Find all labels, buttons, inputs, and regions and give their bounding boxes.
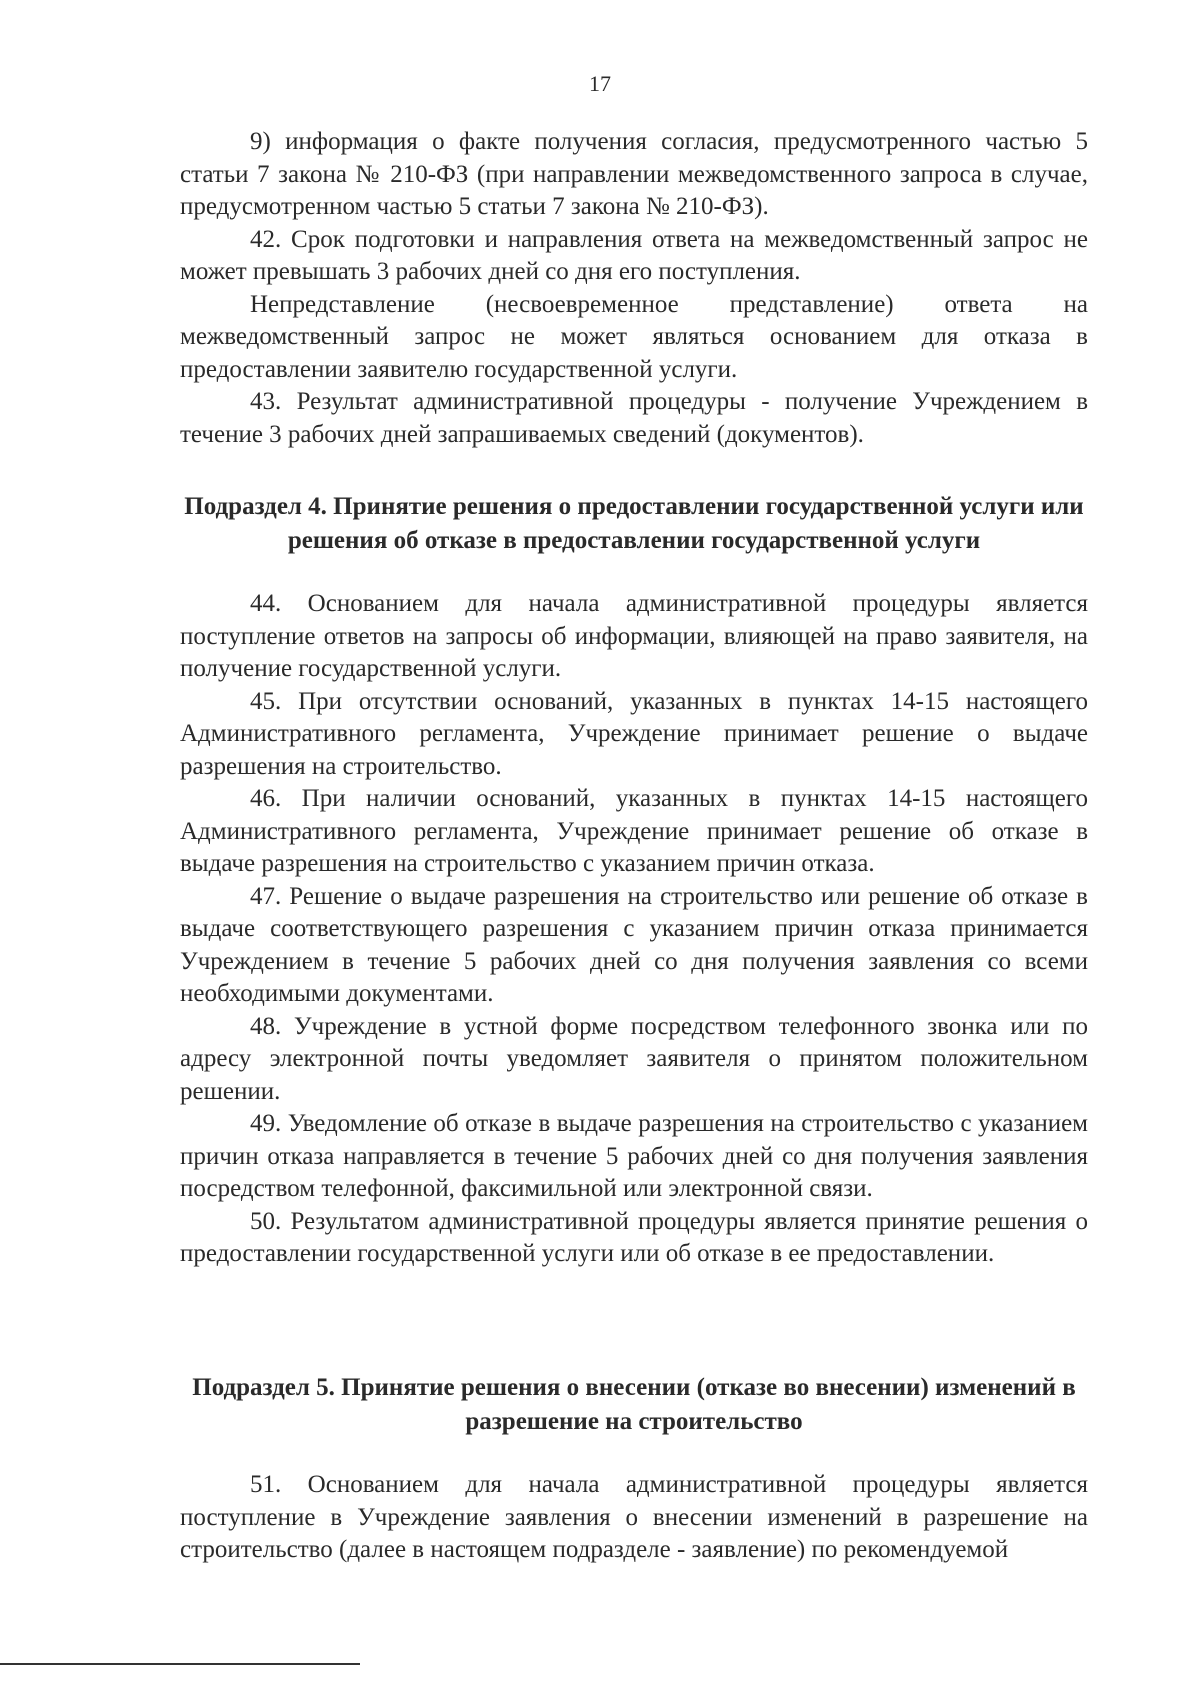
- paragraph-44: 44. Основанием для начала административной процедуры является поступление ответов на запросы об информации, влияющей на право заявителя, на получение государственной услуги.: [180, 590, 1088, 682]
- paragraph-42: 42. Срок подготовки и направления ответа на межведомственный запрос не может превышать 3 рабочих дней со дня его поступления.: [180, 225, 1088, 285]
- text-block-2: [180, 588, 1088, 1271]
- paragraph-48: 48. Учреждение в устной форме посредством телефонного звонка или по адресу электронной почты уведомляет заявителя о принятом положительном решении.: [180, 1012, 1088, 1105]
- text-block-1: [180, 126, 1088, 451]
- subsection-4-heading: Подраздел 4. Принятие решения о предоставлении государственной услуги или решения об отказе в предоставлении государственной услуги: [184, 493, 1084, 554]
- subsection-5-heading: Подраздел 5. Принятие решения о внесении (отказе во внесении) изменений в разрешение на строительство: [192, 1374, 1076, 1435]
- paragraph-46: 46. При наличии оснований, указанных в пунктах 14-15 настоящего Административного регламента, Учреждение принимает решение об отказе в выдаче разрешения на строительство с указанием причин отказа.: [180, 785, 1088, 877]
- paragraph-45: 45. При отсутствии оснований, указанных в пунктах 14-15 настоящего Административного регламента, Учреждение принимает решение о выдаче разрешения на строительство.: [180, 687, 1088, 780]
- paragraph-non-submission: Непредставление (несвоевременное представление) ответа на межведомственный запрос не может являться основанием для отказа в предоставлении заявителю государственной услуги.: [180, 290, 1088, 383]
- paragraph-47: 47. Решение о выдаче разрешения на строительство или решение об отказе в выдаче соответствующего разрешения с указанием причин отказа принимается Учреждением в течение 5 рабочих дней со дня получения заявления со всеми необходимыми документами.: [180, 882, 1088, 1007]
- page-number: 17: [589, 71, 611, 96]
- paragraph-43: 43. Результат административной процедуры - получение Учреждением в течение 3 рабочих дней запрашиваемых сведений (документов).: [180, 388, 1088, 448]
- paragraph-item-9: 9) информация о факте получения согласия, предусмотренного частью 5 статьи 7 закона № 210-ФЗ (при направлении межведомственного запроса в случае, предусмотренном частью 5 статьи 7 закона № 210-ФЗ).: [180, 128, 1088, 220]
- text-block-3: [180, 1469, 1088, 1567]
- paragraph-50: 50. Результатом административной процедуры является принятие решения о предоставлении государственной услуги или об отказе в ее предоставлении.: [180, 1207, 1088, 1267]
- paragraph-51: 51. Основанием для начала административной процедуры является поступление в Учреждение заявления о внесении изменений в разрешение на строительство (далее в настоящем подразделе - заявление) по рекомендуемой: [180, 1471, 1088, 1563]
- paragraph-49: 49. Уведомление об отказе в выдаче разрешения на строительство с указанием причин отказа направляется в течение 5 рабочих дней со дня получения заявления посредством телефонной, факсимильной или электронной связи.: [180, 1110, 1088, 1202]
- footer-rule: [0, 1663, 360, 1665]
